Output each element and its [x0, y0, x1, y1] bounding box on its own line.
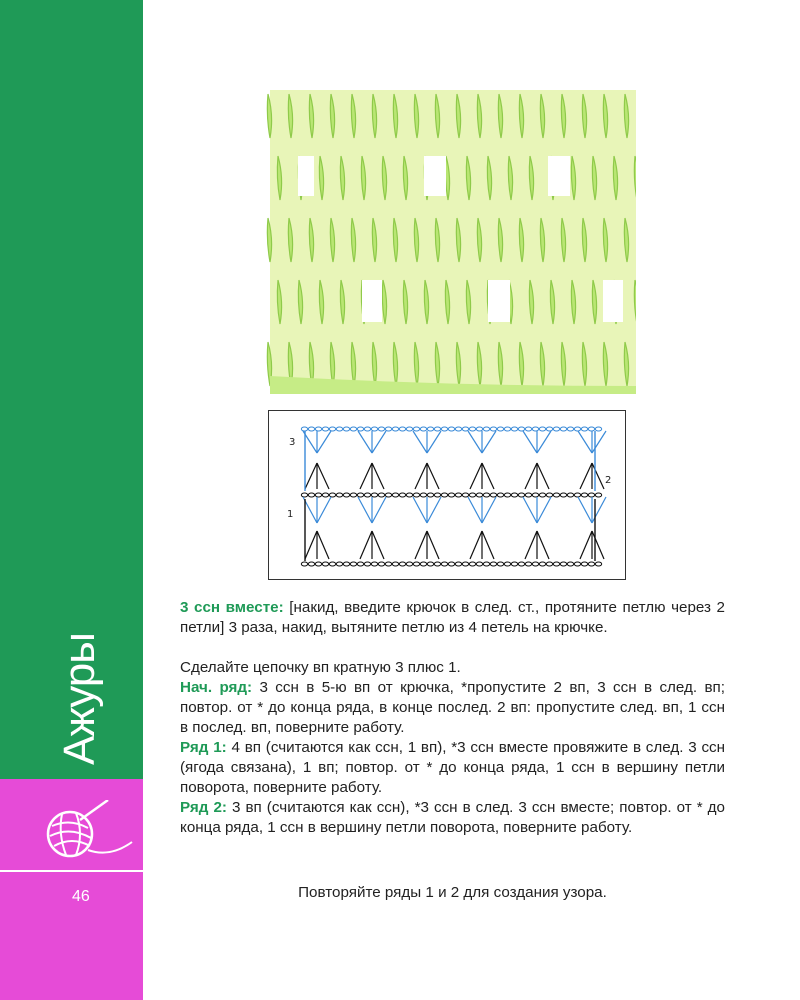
chain-stitch-symbol: [567, 427, 573, 431]
stitch-symbol: [482, 431, 496, 453]
chain-stitch-symbol: [427, 493, 433, 497]
chain-stitch-symbol: [315, 427, 321, 431]
page-number: 46: [72, 888, 90, 905]
row-text: 3 ссн в 5-ю вп от крючка, *пропустите 2 вп, 3 ссн в след. вп; повтор. от * до конца ряда, в конце послед. 2 вп: пропустите след. вп, 1 ссн в послед. вп, поверните работу.: [180, 679, 725, 736]
chain-stitch-symbol: [329, 427, 335, 431]
chain-stitch-symbol: [560, 427, 566, 431]
stitch-symbol: [580, 463, 592, 489]
chain-stitch-symbol: [378, 493, 384, 497]
chain-stitch-symbol: [350, 493, 356, 497]
chain-stitch-symbol: [588, 493, 594, 497]
chain-stitch-symbol: [413, 493, 419, 497]
chain-stitch-symbol: [301, 427, 307, 431]
stitch-symbol: [537, 497, 551, 523]
crochet-chart: [268, 410, 626, 580]
chain-stitch-symbol: [434, 562, 440, 566]
stitch-symbol: [415, 531, 427, 559]
chain-stitch-symbol: [371, 493, 377, 497]
chain-stitch-symbol: [343, 562, 349, 566]
chain-stitch-symbol: [497, 562, 503, 566]
chain-stitch-symbol: [392, 562, 398, 566]
intro-paragraph: Сделайте цепочку вп кратную 3 плюс 1.: [180, 659, 461, 676]
chain-stitch-symbol: [532, 562, 538, 566]
stitch-symbol: [592, 431, 606, 453]
chain-stitch-symbol: [490, 562, 496, 566]
stitch-symbol: [360, 463, 372, 489]
chain-stitch-symbol: [399, 562, 405, 566]
stitch-symbol: [317, 463, 329, 489]
chain-stitch-symbol: [546, 427, 552, 431]
chain-stitch-symbol: [553, 493, 559, 497]
stitch-symbol: [537, 531, 549, 559]
stitch-symbol: [482, 463, 494, 489]
chain-stitch-symbol: [406, 493, 412, 497]
chain-stitch-symbol: [525, 427, 531, 431]
chain-stitch-symbol: [315, 493, 321, 497]
chain-stitch-symbol: [539, 562, 545, 566]
stitch-symbol: [413, 497, 427, 523]
chain-stitch-symbol: [308, 427, 314, 431]
chain-stitch-symbol: [364, 427, 370, 431]
chain-stitch-symbol: [532, 493, 538, 497]
stitch-symbol: [525, 463, 537, 489]
row-label: Ряд 1:: [180, 739, 227, 756]
chain-stitch-symbol: [539, 493, 545, 497]
stitch-symbol: [482, 531, 494, 559]
row-label-2: 2: [605, 475, 612, 486]
chain-stitch-symbol: [329, 562, 335, 566]
chain-stitch-symbol: [469, 427, 475, 431]
stitch-symbol: [592, 497, 606, 523]
row-label: Ряд 2:: [180, 799, 227, 816]
definition-term: 3 ссн вместе:: [180, 599, 284, 616]
chain-stitch-symbol: [490, 493, 496, 497]
stitch-symbol: [578, 431, 592, 453]
stitch-symbol: [415, 463, 427, 489]
stitch-symbol: [372, 531, 384, 559]
stitch-symbol: [525, 531, 537, 559]
chain-stitch-symbol: [399, 493, 405, 497]
chain-stitch-symbol: [378, 427, 384, 431]
chain-stitch-symbol: [448, 493, 454, 497]
chain-stitch-symbol: [560, 493, 566, 497]
chain-stitch-symbol: [511, 427, 517, 431]
chain-stitch-symbol: [322, 427, 328, 431]
stitch-symbol: [413, 431, 427, 453]
chain-stitch-symbol: [455, 493, 461, 497]
chain-stitch-symbol: [462, 493, 468, 497]
stitch-symbol: [578, 497, 592, 523]
stitch-symbol: [372, 431, 386, 453]
row-label-3: 3: [289, 437, 296, 448]
chain-stitch-symbol: [511, 562, 517, 566]
chain-stitch-symbol: [434, 493, 440, 497]
chain-stitch-symbol: [581, 562, 587, 566]
chain-stitch-symbol: [504, 493, 510, 497]
chain-stitch-symbol: [483, 427, 489, 431]
chain-stitch-symbol: [357, 562, 363, 566]
chain-stitch-symbol: [385, 562, 391, 566]
chain-stitch-symbol: [483, 562, 489, 566]
chain-stitch-symbol: [357, 427, 363, 431]
stitch-symbol: [305, 463, 317, 489]
chain-stitch-symbol: [574, 427, 580, 431]
chain-stitch-symbol: [574, 562, 580, 566]
chain-stitch-symbol: [322, 562, 328, 566]
chain-stitch-symbol: [301, 562, 307, 566]
stitch-symbol: [360, 531, 372, 559]
chain-stitch-symbol: [518, 562, 524, 566]
stitch-symbol: [372, 497, 386, 523]
chain-stitch-symbol: [518, 493, 524, 497]
chain-stitch-symbol: [567, 562, 573, 566]
stitch-symbol: [537, 431, 551, 453]
stitch-symbol: [523, 497, 537, 523]
stitch-symbol: [317, 431, 331, 453]
chain-stitch-symbol: [420, 562, 426, 566]
chain-stitch-symbol: [406, 562, 412, 566]
chain-stitch-symbol: [581, 427, 587, 431]
chain-stitch-symbol: [504, 427, 510, 431]
chain-stitch-symbol: [385, 427, 391, 431]
closing-note: Повторяйте ряды 1 и 2 для создания узора.: [298, 884, 607, 901]
chain-stitch-symbol: [301, 493, 307, 497]
chain-stitch-symbol: [329, 493, 335, 497]
chain-stitch-symbol: [399, 427, 405, 431]
chain-stitch-symbol: [343, 427, 349, 431]
stitch-symbol: [537, 463, 549, 489]
chain-stitch-symbol: [595, 562, 601, 566]
chain-stitch-symbol: [574, 493, 580, 497]
chain-stitch-symbol: [308, 493, 314, 497]
chain-stitch-symbol: [497, 493, 503, 497]
stitch-symbol: [482, 497, 496, 523]
chain-stitch-symbol: [476, 562, 482, 566]
chain-stitch-symbol: [336, 427, 342, 431]
row-2: [180, 798, 725, 838]
crochet-sample-photo: [258, 86, 636, 394]
section-title: Ажуры: [55, 633, 104, 765]
stitch-symbol: [592, 463, 604, 489]
chain-stitch-symbol: [595, 493, 601, 497]
definition-paragraph: [180, 598, 725, 638]
chain-stitch-symbol: [336, 493, 342, 497]
chain-stitch-symbol: [448, 427, 454, 431]
stitch-symbol: [470, 463, 482, 489]
chain-stitch-symbol: [476, 493, 482, 497]
row-label-1: 1: [287, 509, 294, 520]
chain-stitch-symbol: [511, 493, 517, 497]
chain-stitch-symbol: [518, 427, 524, 431]
stitch-symbol: [317, 531, 329, 559]
chain-stitch-symbol: [588, 427, 594, 431]
chain-stitch-symbol: [385, 493, 391, 497]
chain-stitch-symbol: [315, 562, 321, 566]
chain-stitch-symbol: [483, 493, 489, 497]
chain-stitch-symbol: [476, 427, 482, 431]
stitch-symbol: [317, 497, 331, 523]
chain-stitch-symbol: [539, 427, 545, 431]
chain-stitch-symbol: [378, 562, 384, 566]
chain-stitch-symbol: [462, 562, 468, 566]
chain-stitch-symbol: [553, 427, 559, 431]
stitch-symbol: [427, 497, 441, 523]
chain-stitch-symbol: [567, 493, 573, 497]
chain-stitch-symbol: [441, 427, 447, 431]
stitch-symbol: [523, 431, 537, 453]
stitch-symbol: [592, 531, 604, 559]
row-text: 3 вп (считаются как ссн), *3 ссн в след. 3 ссн вместе; повтор. от * до конца ряда, 1 ссн в вершину петли поворота, поверните работу.: [180, 799, 725, 836]
row-1: [180, 738, 725, 798]
stitch-symbol: [427, 431, 441, 453]
chain-stitch-symbol: [553, 562, 559, 566]
chain-stitch-symbol: [308, 562, 314, 566]
chain-stitch-symbol: [441, 562, 447, 566]
chain-stitch-symbol: [434, 427, 440, 431]
chain-stitch-symbol: [448, 562, 454, 566]
chain-stitch-symbol: [371, 427, 377, 431]
row-label: Нач. ряд:: [180, 679, 253, 696]
chain-stitch-symbol: [497, 427, 503, 431]
stitch-symbol: [580, 531, 592, 559]
instructions: [180, 598, 725, 838]
chain-stitch-symbol: [560, 562, 566, 566]
chain-stitch-symbol: [364, 562, 370, 566]
stitch-symbol: [427, 531, 439, 559]
stitch-symbol: [470, 531, 482, 559]
chain-stitch-symbol: [546, 562, 552, 566]
chain-stitch-symbol: [588, 562, 594, 566]
chain-stitch-symbol: [420, 493, 426, 497]
chain-stitch-symbol: [455, 562, 461, 566]
chain-stitch-symbol: [350, 427, 356, 431]
chain-stitch-symbol: [392, 427, 398, 431]
chain-stitch-symbol: [532, 427, 538, 431]
chain-stitch-symbol: [595, 427, 601, 431]
chain-stitch-symbol: [322, 493, 328, 497]
stitch-symbol: [427, 463, 439, 489]
chain-stitch-symbol: [455, 427, 461, 431]
stitch-symbol: [372, 463, 384, 489]
stitch-symbol: [305, 531, 317, 559]
chain-stitch-symbol: [490, 427, 496, 431]
chain-stitch-symbol: [546, 493, 552, 497]
chain-stitch-symbol: [441, 493, 447, 497]
sidebar-divider: [0, 870, 143, 872]
chain-stitch-symbol: [469, 562, 475, 566]
row-foundation: [180, 678, 725, 738]
chain-stitch-symbol: [504, 562, 510, 566]
chain-stitch-symbol: [371, 562, 377, 566]
row-text: 4 вп (считаются как ссн, 1 вп), *3 ссн вместе провяжите в след. 3 ссн (ягода связана), 1 вп; повтор. от * до конца ряда, 1 ссн в вершину петли поворота, поверните работу.: [180, 739, 726, 796]
chain-stitch-symbol: [469, 493, 475, 497]
chain-stitch-symbol: [581, 493, 587, 497]
yarn-ball-icon: [40, 800, 135, 862]
chain-stitch-symbol: [336, 562, 342, 566]
chain-stitch-symbol: [406, 427, 412, 431]
chain-stitch-symbol: [343, 493, 349, 497]
chain-stitch-symbol: [525, 493, 531, 497]
stitch-symbol: [358, 497, 372, 523]
stitch-symbol: [358, 431, 372, 453]
stitch-symbol: [468, 431, 482, 453]
chain-stitch-symbol: [350, 562, 356, 566]
chain-stitch-symbol: [420, 427, 426, 431]
chain-stitch-symbol: [364, 493, 370, 497]
chain-stitch-symbol: [427, 562, 433, 566]
chain-stitch-symbol: [462, 427, 468, 431]
chain-stitch-symbol: [525, 562, 531, 566]
chain-stitch-symbol: [357, 493, 363, 497]
chain-stitch-symbol: [392, 493, 398, 497]
chain-stitch-symbol: [413, 562, 419, 566]
chain-stitch-symbol: [413, 427, 419, 431]
stitch-symbol: [468, 497, 482, 523]
chain-stitch-symbol: [427, 427, 433, 431]
definition-text: [накид, введите крючок в след. ст., протяните петлю через 2 петли] 3 раза, накид, вытяните петлю из 4 петель на крючке.: [180, 599, 725, 636]
